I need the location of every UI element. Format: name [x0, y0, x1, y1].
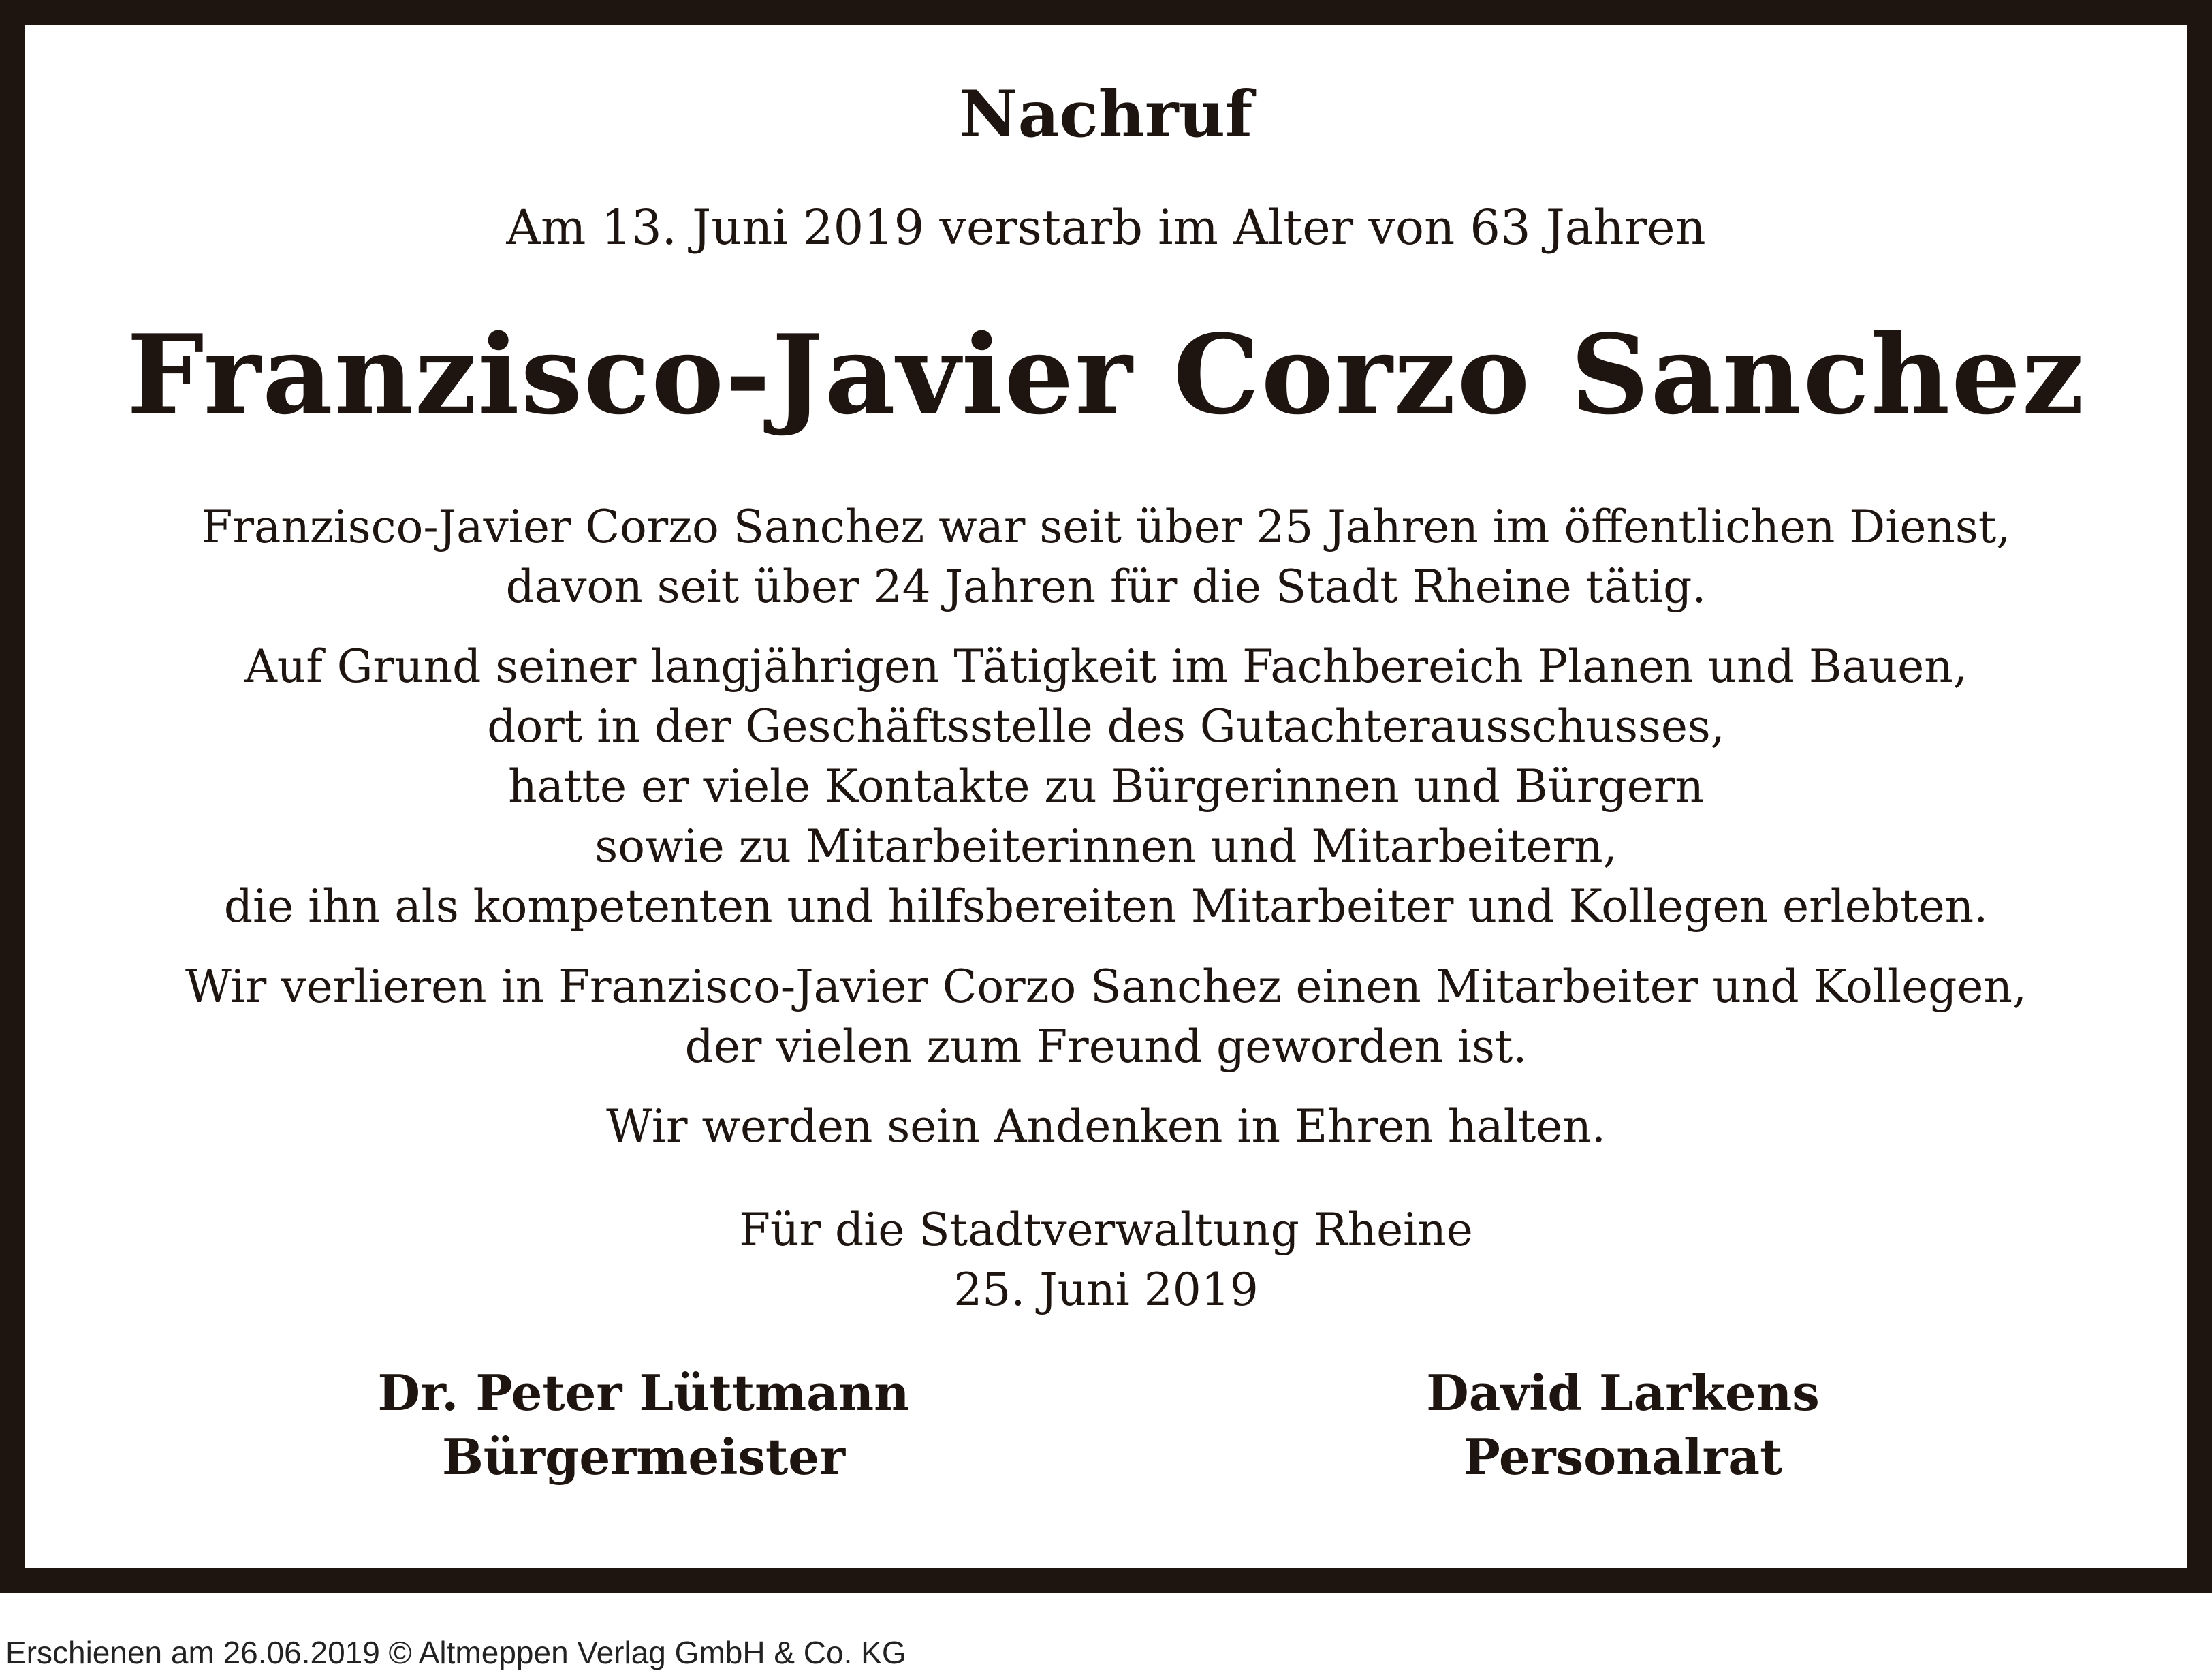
paragraph-memory [0, 1097, 2212, 1157]
notice-heading: Nachruf [959, 77, 1253, 152]
text-line: davon seit über 24 Jahren für die Stadt Rheine tätig. [505, 561, 1707, 613]
notice-intro: Am 13. Juni 2019 verstarb im Alter von 63 Jahren [506, 200, 1706, 255]
sign-off-organization: Für die Stadtverwaltung Rheine [739, 1204, 1473, 1256]
signatory-role: Personalrat [1463, 1428, 1783, 1486]
text-line: dort in der Geschäftsstelle des Gutachterausschusses, [487, 700, 1725, 753]
text-line: die ihn als kompetenten und hilfsbereiten Mitarbeiter und Kollegen erlebten. [223, 880, 1989, 933]
paragraph-service [0, 497, 2212, 617]
signatory-name: David Larkens [1426, 1364, 1820, 1422]
text-line: Wir verlieren in Franzisco-Javier Corzo Sanchez einen Mitarbeiter und Kollegen, [185, 960, 2027, 1013]
text-line: Franzisco-Javier Corzo Sanchez war seit über 25 Jahren im öffentlichen Dienst, [201, 501, 2011, 553]
text-line: sowie zu Mitarbeiterinnen und Mitarbeitern, [595, 820, 1617, 873]
signatory-left [303, 1361, 984, 1489]
deceased-name: Franzisco-Javier Corzo Sanchez [127, 311, 2085, 439]
signatory-role: Bürgermeister [441, 1428, 846, 1486]
sign-off [0, 1200, 2212, 1320]
text-line: hatte er viele Kontakte zu Bürgerinnen und Bürgern [508, 760, 1704, 813]
paragraph-work [0, 637, 2212, 937]
paragraph-loss [0, 957, 2212, 1077]
publication-footer: Erschienen am 26.06.2019 © Altmeppen Verlag GmbH & Co. KG [5, 1635, 906, 1670]
signatory-name: Dr. Peter Lüttmann [377, 1364, 910, 1422]
sign-off-date: 25. Juni 2019 [953, 1264, 1259, 1316]
text-line: Wir werden sein Andenken in Ehren halten. [606, 1100, 1606, 1153]
text-line: Auf Grund seiner langjährigen Tätigkeit im Fachbereich Planen und Bauen, [244, 640, 1968, 693]
signatory-right [1282, 1361, 1963, 1489]
text-line: der vielen zum Freund geworden ist. [684, 1020, 1528, 1073]
